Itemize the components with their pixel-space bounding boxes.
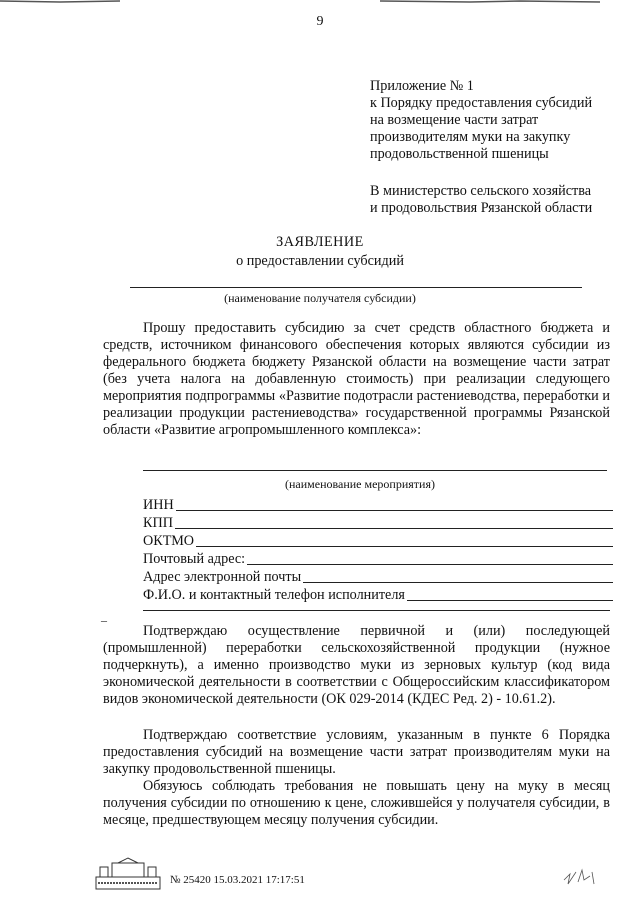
appendix-line: на возмещение части затрат (370, 112, 539, 128)
extra-fill-line (143, 610, 610, 611)
kpp-field (143, 515, 613, 532)
oktmo-fill-line (196, 546, 613, 547)
confirm-paragraph-1: Подтверждаю осуществление первичной и (или) последующей (промышленной) переработки сельскохозяйственной продукции (нужное подчеркнуть), а именно производство муки из зерновых культур (код вида экономической деятельности в соответствии с Общероссийским классификатором видов экономической деятельности (ОК 029-2014 (КДЕС Ред. 2) - 10.61.2). (103, 623, 610, 707)
recipient-name-line (130, 287, 582, 288)
document-subtitle: о предоставлении субсидий (236, 253, 404, 269)
addressee-line: и продовольствия Рязанской области (370, 200, 593, 216)
contact-field (143, 587, 613, 604)
recipient-caption: (наименование получателя субсидии) (224, 291, 416, 305)
contact-label: Ф.И.О. и контактный телефон исполнителя (143, 587, 405, 603)
oktmo-field (143, 533, 613, 550)
inn-fill-line (176, 510, 613, 511)
postal-address-fill-line (247, 564, 613, 565)
inn-label: ИНН (143, 497, 174, 513)
oktmo-label: ОКТМО (143, 533, 195, 549)
email-fill-line (303, 582, 613, 583)
contact-fill-line (407, 600, 613, 601)
appendix-line: продовольственной пшеницы (370, 146, 549, 162)
event-caption: (наименование мероприятия) (285, 477, 435, 491)
postal-address-label: Почтовый адрес: (143, 551, 246, 567)
inn-field (143, 497, 613, 514)
obligation-paragraph: Обязуюсь соблюдать требования не повышать цену на муку в месяц получения субсидии по отношению к цене, сложившейся у получателя субсидии, в месяце, предшествующем месяцу получения субсидии. (103, 778, 610, 828)
kpp-fill-line (175, 528, 613, 529)
email-label: Адрес электронной почты (143, 569, 302, 585)
event-name-line (143, 470, 607, 471)
appendix-line: производителям муки на закупку (370, 129, 571, 145)
addressee-block (370, 183, 620, 217)
document-registration-mark: № 25420 15.03.2021 17:17:51 (170, 874, 305, 886)
email-field (143, 569, 613, 586)
scan-edge-line (0, 0, 640, 3)
page-number: 9 (316, 14, 324, 29)
appendix-line: Приложение № 1 (370, 78, 474, 94)
kpp-label: КПП (143, 515, 173, 531)
registry-stamp-logo (94, 857, 162, 891)
appendix-line: к Порядку предоставления субсидий (370, 95, 593, 111)
appendix-block (370, 78, 620, 163)
document-title: ЗАЯВЛЕНИЕ (276, 234, 364, 250)
dash-mark: – (101, 613, 107, 627)
postal-address-field (143, 551, 613, 568)
addressee-line: В министерство сельского хозяйства (370, 183, 592, 199)
signature-scribble (560, 860, 600, 890)
confirm-paragraph-2: Подтверждаю соответствие условиям, указанным в пункте 6 Порядка предоставления субсидий на возмещение части затрат производителям муки на закупку продовольственной пшеницы. (103, 727, 610, 777)
request-paragraph: Прошу предоставить субсидию за счет средств областного бюджета и средств, источником финансового обеспечения которых являются субсидии из федерального бюджета бюджету Рязанской области на возмещение части затрат (без учета налога на добавленную стоимость) при реализации следующего мероприятия подпрограммы «Развитие подотрасли растениеводства, переработки и реализации продукции растениеводства» государственной программы Рязанской области «Развитие агропромышленного комплекса»: (103, 320, 610, 438)
